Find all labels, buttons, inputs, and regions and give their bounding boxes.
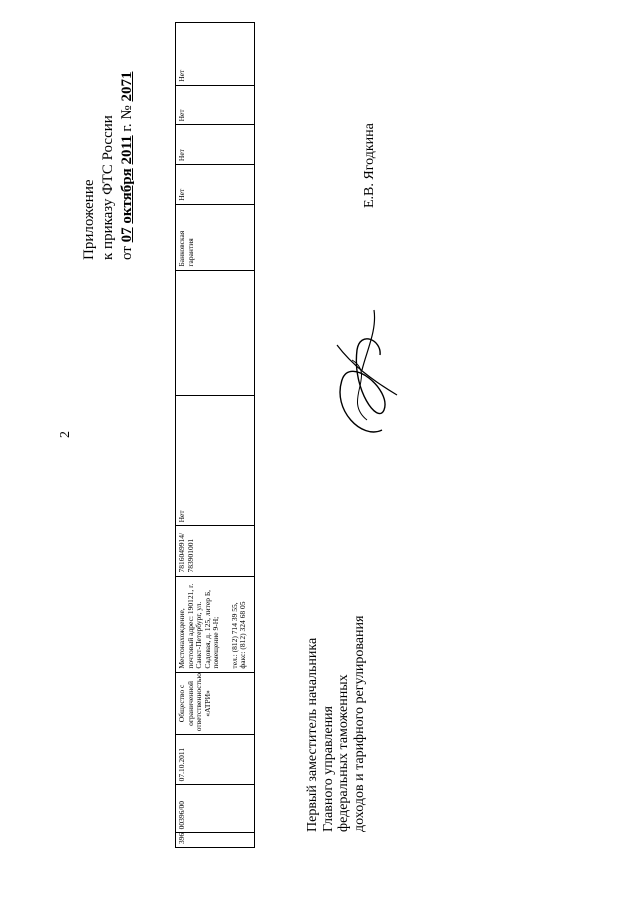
signature-image (322, 300, 412, 450)
cell-col12: Нет (176, 85, 255, 125)
cell-col11: Нет (176, 125, 255, 165)
cell-col8 (176, 270, 255, 395)
appendix-title: Приложение (81, 179, 97, 260)
cell-number: 396 (176, 833, 255, 848)
cell-date: 07.10.2011 (176, 735, 255, 785)
order-year: 2011 (119, 135, 135, 165)
fax-text: факс: (812) 324 68 05 (238, 601, 247, 669)
cell-col7: Нет (176, 395, 255, 526)
cell-guarantee: Банковская гарантия (176, 204, 255, 270)
appendix-order-line: к приказу ФТС России (100, 115, 116, 260)
order-number: 2071 (119, 71, 135, 102)
cell-col13: Нет (176, 23, 255, 86)
page-number: 2 (58, 431, 73, 438)
table-row (176, 23, 255, 848)
cell-address (176, 576, 255, 672)
address-text: Местонахождение, почтовый адрес: 190121, г. Санкт-Петербург, ул. Садовая, д. 125, литер Б, помещение 9-Н; (177, 583, 220, 669)
order-day: 07 (119, 227, 135, 243)
phone-text: тел.: (812) 714 39 55, (229, 602, 239, 669)
register-table (175, 22, 255, 848)
cell-inn-kpp: 7816049914/ 783901001 (176, 526, 255, 576)
cell-col10: Нет (176, 165, 255, 205)
order-month: октября (119, 168, 135, 224)
official-position: Первый заместитель начальника Главного управления федеральных таможенных доходов и тарифного регулирования (305, 615, 367, 832)
cell-org-name: Общество с ограниченной ответственностью «АТРИ» (176, 672, 255, 735)
signer-name: Е.В. Ягодкина (362, 123, 377, 208)
appendix-header (80, 10, 137, 260)
cell-reg-number: 00396/00 (176, 785, 255, 833)
appendix-date-line: от 07 октября 2011 г. № 2071 (119, 71, 135, 260)
